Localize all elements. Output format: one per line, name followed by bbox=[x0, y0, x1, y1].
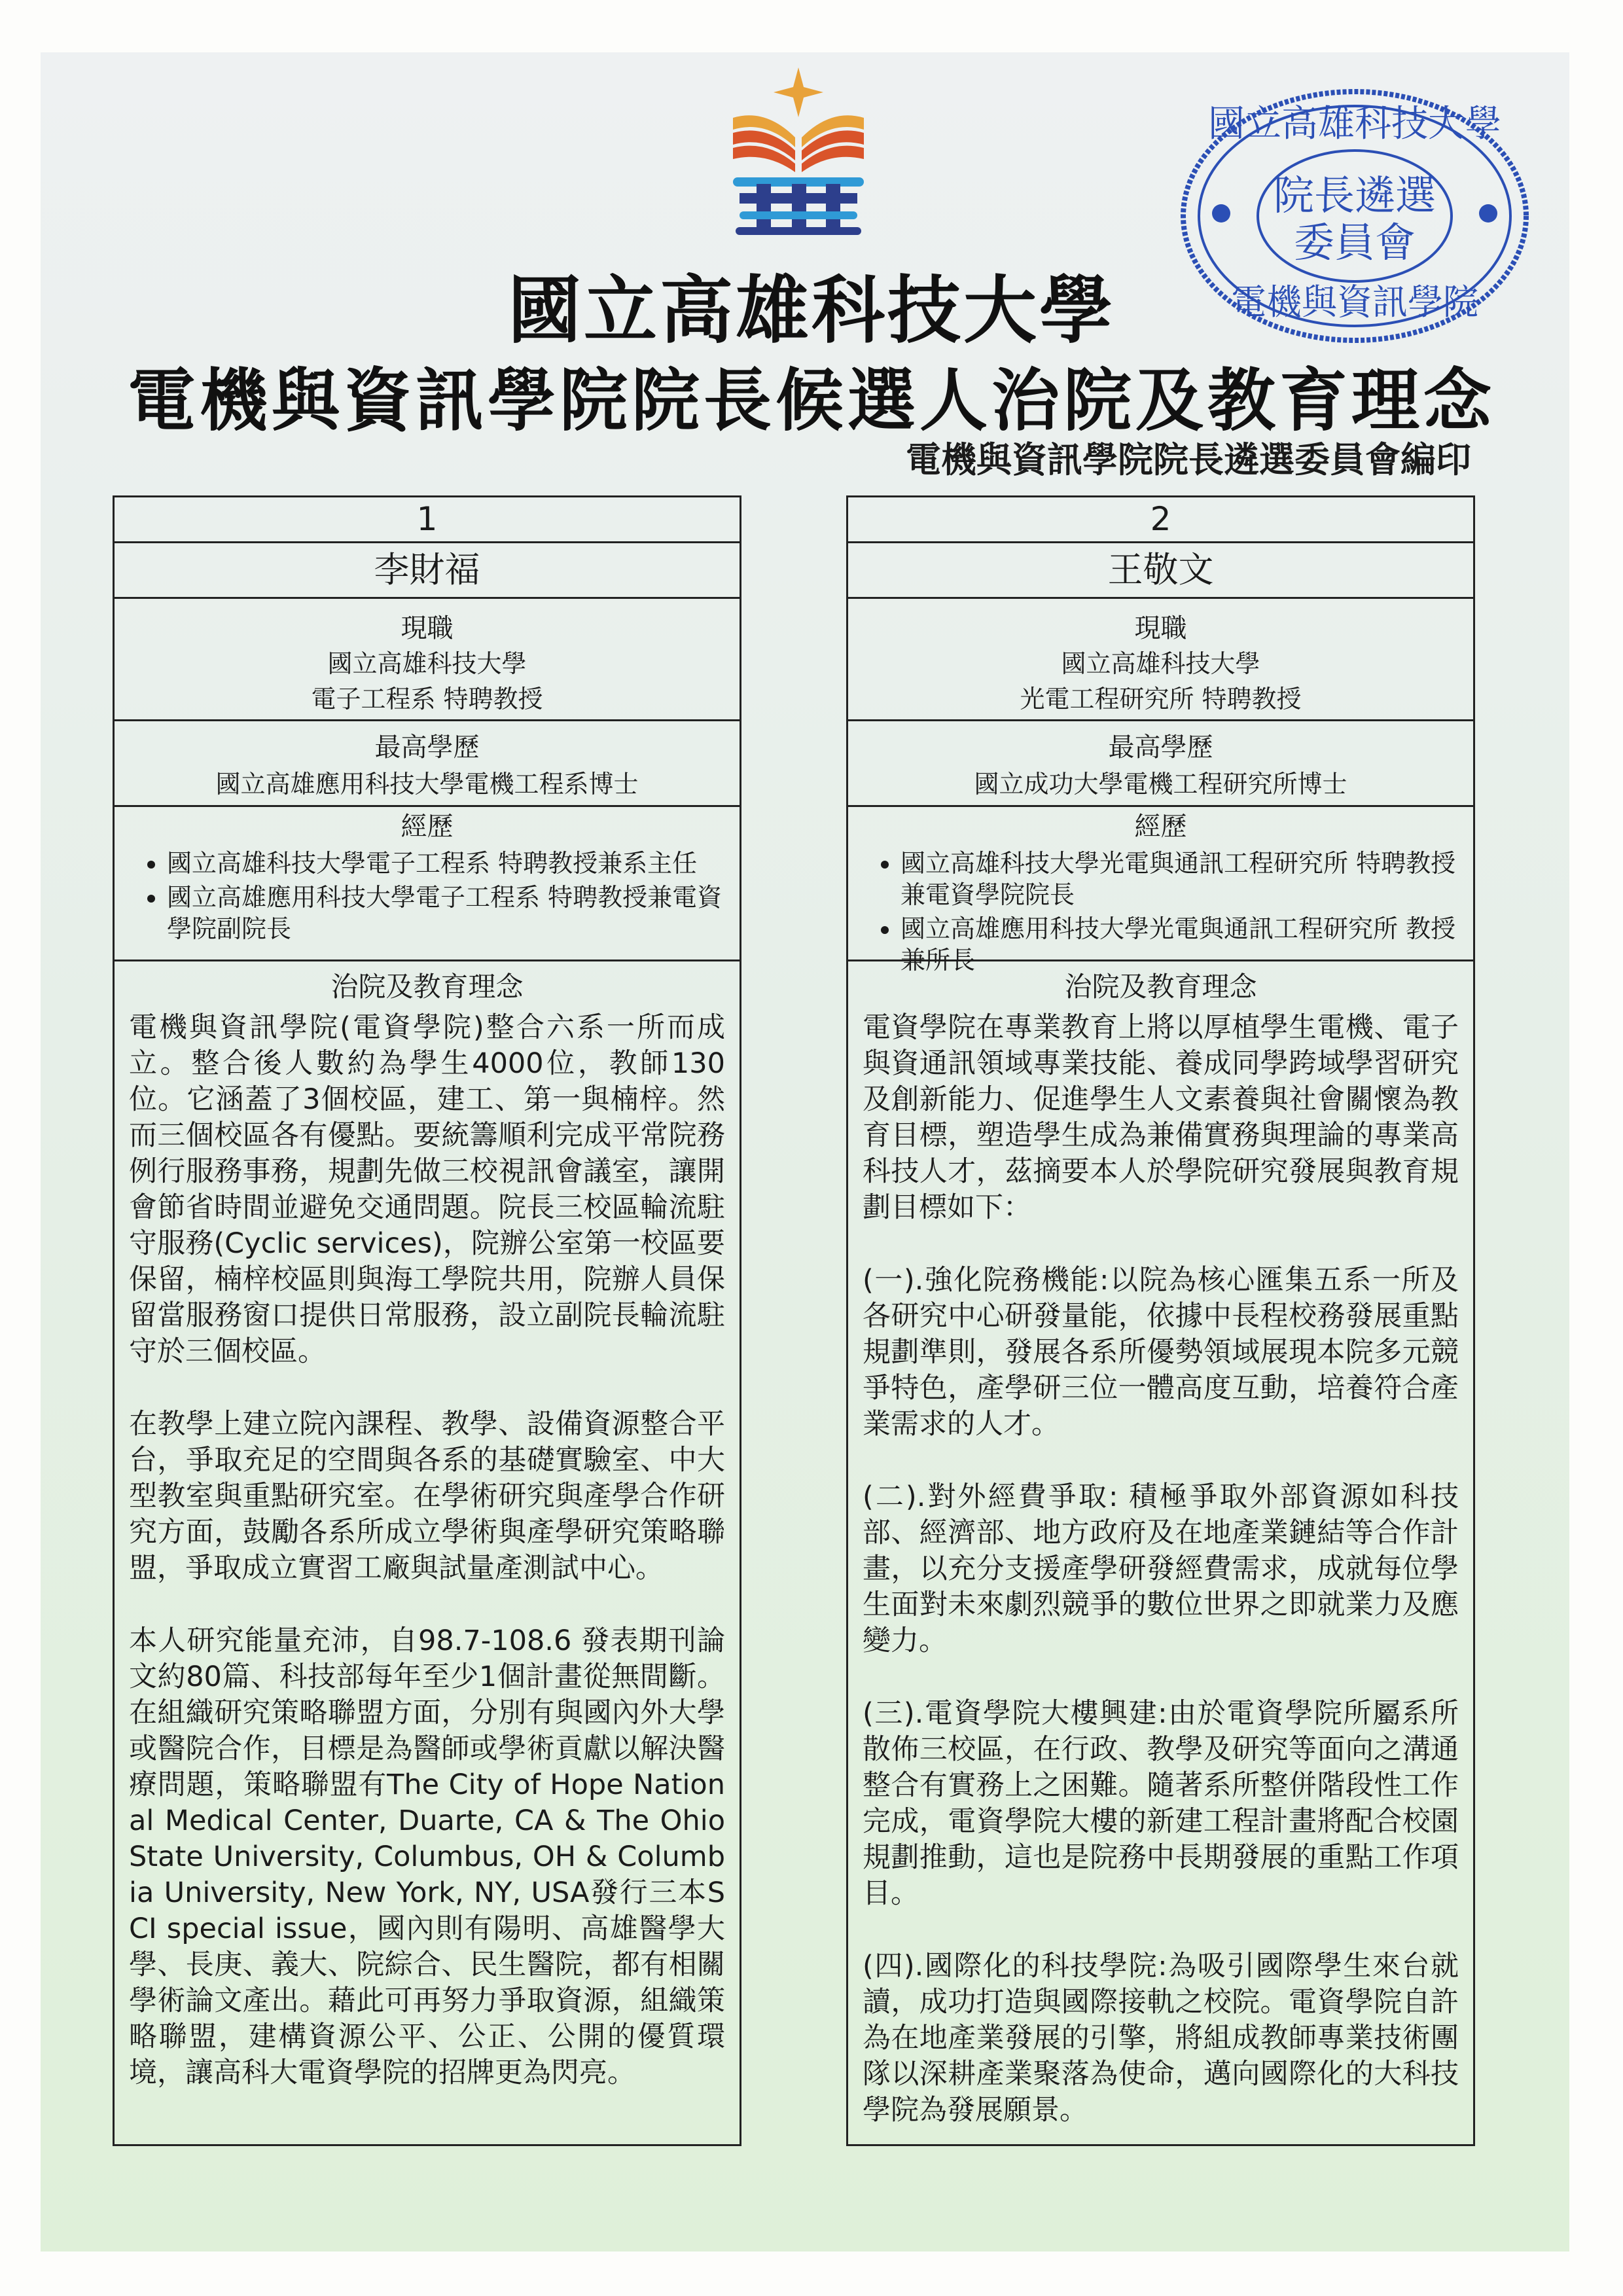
seal-bottom-text: 電機與資訊學院 bbox=[1231, 281, 1478, 323]
position-line: 光電工程研究所 特聘教授 bbox=[1020, 685, 1302, 713]
experience-item: • 國立高雄科技大學電子工程系 特聘教授兼系主任 bbox=[167, 848, 726, 879]
philosophy-paragraph: (四).國際化的科技學院:為吸引國際學生來台就讀，成功打造與國際接軌之校院。電資學院自許為在地產業發展的引擎，將組成教師專業技術團隊以深耕產業聚落為使命，邁向國際化的大科技學院為發展願景。 bbox=[863, 1950, 1459, 2126]
philosophy-heading: 治院及教育理念 bbox=[1064, 971, 1257, 1003]
candidate-card-1 bbox=[113, 495, 741, 2146]
philosophy-paragraph: (三).電資學院大樓興建:由於電資學院所屬系所散佈三校區，在行政、教學及研究等面向之溝通整合有實務上之困難。隨著系所整併階段性工作完成，電資學院大樓的新建工程計畫將配合校園規劃推動，這也是院務中長期發展的重點工作項目。 bbox=[863, 1697, 1459, 1910]
publisher-line: 電機與資訊學院院長遴選委員會編印 bbox=[906, 439, 1471, 480]
education-label: 最高學歷 bbox=[374, 732, 480, 762]
philosophy-paragraph: 在教學上建立院內課程、教學、設備資源整合平台，爭取充足的空間與各系的基礎實驗室、中大型教室與重點研究室。在學術研究與產學合作研究方面，鼓勵各系所成立學術與產學研究策略聯盟，爭取成立實習工廠與試量產測試中心。 bbox=[129, 1408, 725, 1585]
document-title: 電機與資訊學院院長候選人治院及教育理念 bbox=[127, 361, 1495, 440]
university-logo-icon bbox=[720, 62, 877, 239]
position-line: 國立高雄科技大學 bbox=[327, 649, 527, 678]
education-section bbox=[848, 721, 1473, 807]
candidate-number: 2 bbox=[848, 497, 1473, 543]
current-position-label: 現職 bbox=[401, 613, 454, 643]
education-section bbox=[115, 721, 740, 807]
education-label: 最高學歷 bbox=[1108, 732, 1213, 762]
experience-section bbox=[848, 807, 1473, 975]
university-title: 國立高雄科技大學 bbox=[508, 268, 1115, 353]
philosophy-paragraph: (二).對外經費爭取: 積極爭取外部資源如科技部、經濟部、地方政府及在地產業鏈結等合作計畫，以充分支援產學研發經費需求，成就每位學生面對未來劇烈競爭的數位世界之即就業力及應變力。 bbox=[863, 1480, 1459, 1657]
experience-section bbox=[115, 807, 740, 961]
experience-list bbox=[848, 848, 1473, 976]
philosophy-paragraph: 本人研究能量充沛，自98.7-108.6 發表期刊論文約80篇、科技部每年至少1個計畫從無間斷。在組織研究策略聯盟方面，分別有與國內外大學或醫院合作，目標是為醫師或學術貢獻以解決醫療問題，策略聯盟有The City of Hope National Medical Center, Duarte, CA & The Ohio State University, Columbus, OH & Columbia University, New York, NY, USA發行三本SCI special issue，國內則有陽明、高雄醫學大學、長庚、義大、院綜合、民生醫院，都有相關學術論文產出。藉此可再努力爭取資源，組織策略聯盟，建構資源公平、公正、公開的優質環境，讓高科大電資學院的招牌更為閃亮。 bbox=[129, 1624, 725, 2089]
current-position-section bbox=[848, 599, 1473, 721]
candidate-number: 1 bbox=[115, 497, 740, 543]
philosophy-paragraph: (一).強化院務機能:以院為核心匯集五系一所及各研究中心研發量能，依據中長程校務發展重點規劃準則，發展各系所優勢領域展現本院多元競爭特色，產學研三位一體高度互動，培養符合產業需求的人才。 bbox=[863, 1264, 1459, 1441]
education-value: 國立高雄應用科技大學電機工程系博士 bbox=[215, 770, 639, 798]
philosophy-paragraph: 電機與資訊學院(電資學院)整合六系一所而成立。整合後人數約為學生4000位，教師130位。它涵蓋了3個校區，建工、第一與楠梓。然而三個校區各有優點。要統籌順利完成平常院務例行服務事務，規劃先做三校視訊會議室，讓開會節省時間並避免交通問題。院長三校區輪流駐守服務(Cyclic services)，院辦公室第一校區要保留，楠梓校區則與海工學院共用，院辦人員保留當服務窗口提供日常服務，設立副院長輪流駐守於三個校區。 bbox=[129, 1011, 725, 1368]
position-line: 國立高雄科技大學 bbox=[1061, 649, 1260, 678]
current-position-label: 現職 bbox=[1134, 613, 1187, 643]
philosophy-section bbox=[115, 961, 740, 2144]
seal-center-line1: 院長遴選 bbox=[1273, 171, 1436, 219]
seal-ring-text: 國立高雄科技大學 bbox=[1208, 103, 1501, 145]
experience-label: 經歷 bbox=[401, 812, 454, 842]
position-line: 電子工程系 特聘教授 bbox=[311, 685, 543, 713]
experience-item: • 國立高雄應用科技大學光電與通訊工程研究所 教授兼所長 bbox=[901, 913, 1460, 976]
philosophy-paragraph: 電資學院在專業教育上將以厚植學生電機、電子與資通訊領域專業技能、養成同學跨域學習研究及創新能力、促進學生人文素養與社會關懷為教育目標，塑造學生成為兼備實務與理論的專業高科技人才，茲摘要本人於學院研究發展與教育規劃目標如下： bbox=[863, 1011, 1459, 1224]
candidate-name: 王敬文 bbox=[848, 543, 1473, 599]
experience-label: 經歷 bbox=[1134, 812, 1187, 842]
education-value: 國立成功大學電機工程研究所博士 bbox=[974, 770, 1347, 798]
philosophy-section bbox=[848, 961, 1473, 2144]
experience-item: • 國立高雄科技大學光電與通訊工程研究所 特聘教授兼電資學院院長 bbox=[901, 848, 1460, 910]
candidate-name: 李財福 bbox=[115, 543, 740, 599]
philosophy-heading: 治院及教育理念 bbox=[330, 971, 524, 1003]
candidate-card-2 bbox=[846, 495, 1475, 2146]
experience-list bbox=[115, 848, 740, 944]
seal-center-line2: 委員會 bbox=[1293, 219, 1416, 266]
current-position-section bbox=[115, 599, 740, 721]
experience-item: • 國立高雄應用科技大學電子工程系 特聘教授兼電資學院副院長 bbox=[167, 882, 726, 944]
